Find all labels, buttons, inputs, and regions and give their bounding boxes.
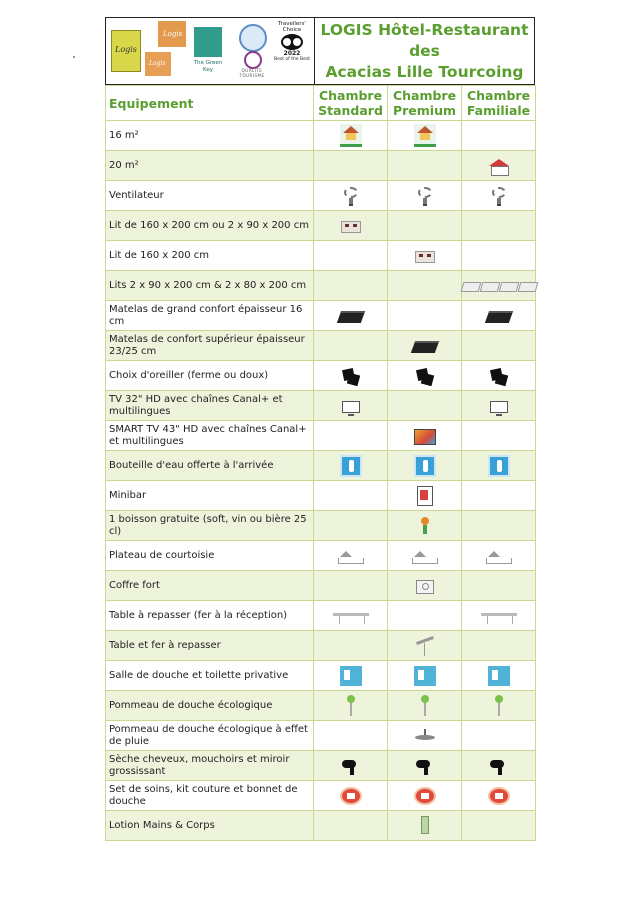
cell-familiale: [462, 691, 536, 721]
logis-logo-orange-small-icon: Logis: [145, 52, 171, 76]
logis-logo-orange-icon: Logis: [158, 21, 186, 47]
tray-icon: [338, 550, 364, 564]
cell-standard: [314, 421, 388, 451]
amenity-label: Lit de 160 x 200 cm ou 2 x 90 x 200 cm: [106, 211, 314, 241]
table-row: [106, 151, 536, 181]
mattress-icon: [410, 341, 438, 353]
cell-familiale: [462, 241, 536, 271]
column-header-standard: Chambre Standard: [314, 86, 388, 121]
cell-standard: [314, 361, 388, 391]
cell-premium: [388, 331, 462, 361]
cell-premium: [388, 361, 462, 391]
cell-standard: [314, 211, 388, 241]
cell-familiale: [462, 811, 536, 841]
amenity-label: Set de soins, kit couture et bonnet de douche: [106, 781, 314, 811]
amenities-table: [105, 85, 536, 841]
care-kit-icon: [340, 787, 362, 805]
iron-table-icon: [414, 635, 436, 657]
bed-icon: [415, 251, 435, 263]
cell-standard: [314, 691, 388, 721]
cell-premium: [388, 121, 462, 151]
table-row: [106, 421, 536, 451]
cell-premium: [388, 601, 462, 631]
cell-standard: [314, 181, 388, 211]
fan-icon: [490, 187, 508, 205]
cell-familiale: [462, 271, 536, 301]
amenity-label: Lotion Mains & Corps: [106, 811, 314, 841]
cell-premium: [388, 781, 462, 811]
table-row: [106, 241, 536, 271]
tv-icon: [342, 401, 360, 413]
cell-familiale: [462, 601, 536, 631]
table-row: [106, 541, 536, 571]
hair-dryer-icon: [416, 759, 434, 775]
mattress-icon: [336, 311, 364, 323]
hair-dryer-icon: [342, 759, 360, 775]
cell-familiale: [462, 571, 536, 601]
cell-standard: [314, 511, 388, 541]
amenities-sheet: [105, 17, 535, 841]
column-header-premium: Chambre Premium: [388, 86, 462, 121]
table-row: [106, 661, 536, 691]
cell-standard: [314, 751, 388, 781]
fan-icon: [416, 187, 434, 205]
travellers-choice-badge: Travellers' Choice 2022 Best of the Best: [274, 21, 310, 62]
hair-dryer-icon: [490, 759, 508, 775]
mattress-icon: [484, 311, 512, 323]
bed-icon: [341, 221, 361, 233]
amenity-label: Matelas de grand confort épaisseur 16 cm: [106, 301, 314, 331]
cell-premium: [388, 811, 462, 841]
cell-familiale: [462, 301, 536, 331]
cell-premium: [388, 631, 462, 661]
ironing-board-icon: [333, 609, 369, 625]
cell-standard: [314, 301, 388, 331]
cell-familiale: [462, 511, 536, 541]
cell-familiale: [462, 331, 536, 361]
ironing-board-icon: [481, 609, 517, 625]
table-row: [106, 271, 536, 301]
table-row: [106, 751, 536, 781]
smart-tv-icon: [414, 429, 436, 445]
table-row: [106, 391, 536, 421]
hotel-title: LOGIS Hôtel-Restaurant des Acacias Lille Tourcoing: [320, 20, 529, 81]
safe-icon: [416, 580, 434, 594]
table-row: [106, 781, 536, 811]
eco-shower-icon: [342, 695, 360, 717]
cell-premium: [388, 181, 462, 211]
cell-premium: [388, 721, 462, 751]
amenity-label: Coffre fort: [106, 571, 314, 601]
cell-premium: [388, 391, 462, 421]
cell-familiale: [462, 361, 536, 391]
cell-familiale: [462, 421, 536, 451]
amenity-label: Pommeau de douche écologique à effet de pluie: [106, 721, 314, 751]
cell-familiale: [462, 121, 536, 151]
cell-familiale: [462, 541, 536, 571]
cell-premium: [388, 211, 462, 241]
stray-dot: [73, 56, 75, 58]
cell-familiale: [462, 181, 536, 211]
cell-premium: [388, 271, 462, 301]
cell-standard: [314, 151, 388, 181]
table-row: [106, 811, 536, 841]
house-green-icon: [340, 124, 362, 147]
drink-icon: [420, 517, 430, 535]
minibar-icon: [417, 486, 433, 506]
tray-icon: [486, 550, 512, 564]
cell-standard: [314, 271, 388, 301]
amenity-label: Bouteille d'eau offerte à l'arrivée: [106, 451, 314, 481]
logis-logo-icon: Logis: [111, 30, 141, 72]
water-bottle-icon: [340, 455, 362, 477]
cell-familiale: [462, 631, 536, 661]
cell-premium: [388, 541, 462, 571]
table-row: [106, 601, 536, 631]
cell-standard: [314, 541, 388, 571]
qualite-tourisme-caption: QUALITE TOURISME: [239, 68, 265, 78]
pillow-icon: [343, 369, 359, 385]
amenity-label: Sèche cheveux, mouchoirs et miroir grossissant: [106, 751, 314, 781]
table-row: [106, 211, 536, 241]
table-row: [106, 301, 536, 331]
cell-familiale: [462, 661, 536, 691]
cell-premium: [388, 571, 462, 601]
table-row: [106, 511, 536, 541]
table-row: [106, 121, 536, 151]
amenity-label: Salle de douche et toilette privative: [106, 661, 314, 691]
house-green-icon: [414, 124, 436, 147]
cell-standard: [314, 481, 388, 511]
cell-standard: [314, 811, 388, 841]
table-row: [106, 721, 536, 751]
cell-standard: [314, 601, 388, 631]
shower-room-icon: [488, 666, 510, 686]
table-header-row: [106, 86, 536, 121]
fan-icon: [342, 187, 360, 205]
amenity-label: SMART TV 43" HD avec chaînes Canal+ et multilingues: [106, 421, 314, 451]
cell-premium: [388, 241, 462, 271]
shower-room-icon: [414, 666, 436, 686]
cell-premium: [388, 301, 462, 331]
header: [105, 17, 535, 85]
cell-familiale: [462, 481, 536, 511]
eco-shower-icon: [490, 695, 508, 717]
eco-shower-icon: [416, 695, 434, 717]
amenity-label: Matelas de confort supérieur épaisseur 23/25 cm: [106, 331, 314, 361]
cell-standard: [314, 331, 388, 361]
cell-standard: [314, 631, 388, 661]
cell-premium: [388, 481, 462, 511]
amenity-label: 16 m²: [106, 121, 314, 151]
water-bottle-icon: [414, 455, 436, 477]
amenity-label: Lit de 160 x 200 cm: [106, 241, 314, 271]
amenity-label: 1 boisson gratuite (soft, vin ou bière 25 cl): [106, 511, 314, 541]
water-bottle-icon: [488, 455, 510, 477]
table-row: [106, 181, 536, 211]
cell-standard: [314, 451, 388, 481]
amenity-label: Ventilateur: [106, 181, 314, 211]
table-row: [106, 481, 536, 511]
column-header-equipment: Equipement: [106, 86, 314, 121]
label-logo-icon: [239, 24, 267, 52]
cell-standard: [314, 571, 388, 601]
pillow-icon: [417, 369, 433, 385]
tray-icon: [412, 550, 438, 564]
table-row: [106, 451, 536, 481]
cell-standard: [314, 661, 388, 691]
cell-familiale: [462, 391, 536, 421]
cell-standard: [314, 721, 388, 751]
pillow-icon: [491, 369, 507, 385]
amenity-label: Choix d'oreiller (ferme ou doux): [106, 361, 314, 391]
cell-premium: [388, 451, 462, 481]
cell-premium: [388, 661, 462, 691]
cell-familiale: [462, 721, 536, 751]
lotion-icon: [418, 816, 432, 836]
amenity-label: Table à repasser (fer à la réception): [106, 601, 314, 631]
table-row: [106, 361, 536, 391]
logo-strip: [106, 18, 315, 84]
amenity-label: Minibar: [106, 481, 314, 511]
amenity-label: Plateau de courtoisie: [106, 541, 314, 571]
tv-icon: [490, 401, 508, 413]
green-key-caption: The Green Key: [193, 60, 223, 73]
tripadvisor-owl-icon: [281, 34, 303, 50]
table-row: [106, 571, 536, 601]
cell-standard: [314, 391, 388, 421]
rain-shower-icon: [414, 729, 436, 745]
cell-familiale: [462, 781, 536, 811]
cell-premium: [388, 511, 462, 541]
cell-standard: [314, 241, 388, 271]
cell-premium: [388, 691, 462, 721]
green-key-logo-icon: [194, 27, 222, 57]
shower-room-icon: [340, 666, 362, 686]
amenity-label: 20 m²: [106, 151, 314, 181]
cell-familiale: [462, 151, 536, 181]
care-kit-icon: [414, 787, 436, 805]
amenity-label: Pommeau de douche écologique: [106, 691, 314, 721]
table-row: [106, 631, 536, 661]
house-red-icon: [487, 159, 511, 175]
amenity-label: Table et fer à repasser: [106, 631, 314, 661]
cell-familiale: [462, 751, 536, 781]
care-kit-icon: [488, 787, 510, 805]
cell-standard: [314, 781, 388, 811]
qualite-tourisme-logo-icon: [244, 51, 262, 69]
column-header-familiale: Chambre Familiale: [462, 86, 536, 121]
four-beds-icon: [462, 282, 538, 292]
cell-premium: [388, 151, 462, 181]
amenity-label: Lits 2 x 90 x 200 cm & 2 x 80 x 200 cm: [106, 271, 314, 301]
cell-familiale: [462, 211, 536, 241]
cell-premium: [388, 751, 462, 781]
cell-premium: [388, 421, 462, 451]
amenity-label: TV 32" HD avec chaînes Canal+ et multilingues: [106, 391, 314, 421]
table-row: [106, 691, 536, 721]
table-row: [106, 331, 536, 361]
cell-familiale: [462, 451, 536, 481]
cell-standard: [314, 121, 388, 151]
